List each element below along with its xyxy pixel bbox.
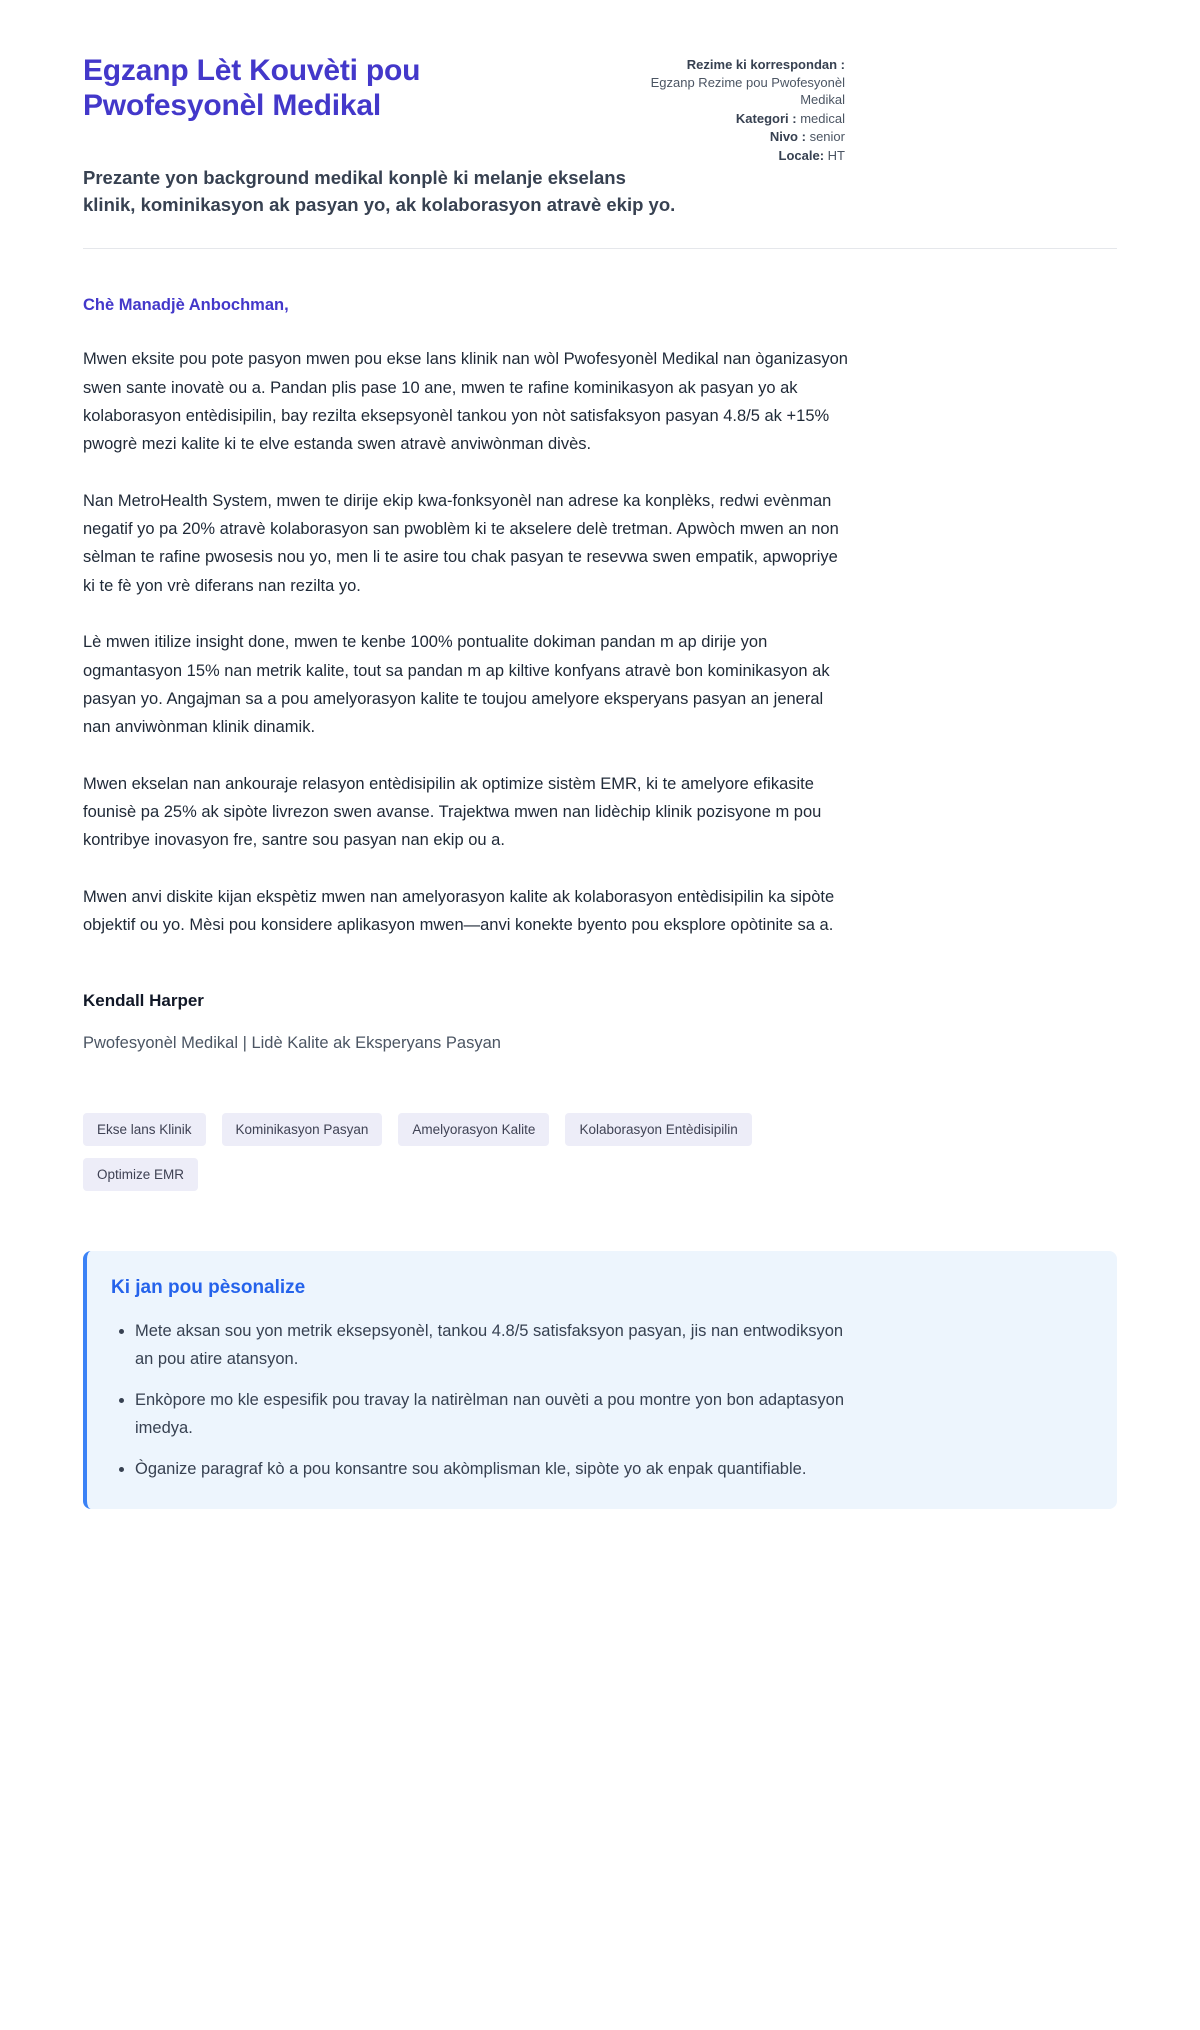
tag-emr-optimization: Optimize EMR (83, 1158, 198, 1191)
tag-interdisciplinary-collaboration: Kolaborasyon Entèdisipilin (565, 1113, 751, 1146)
letter-paragraph-2: Nan MetroHealth System, mwen te dirije ekip kwa-fonksyonèl nan adrese ka konplèks, redwi evènman negatif yo pa 20% atravè kolaborasyon san pwoblèm ki te akselere delè tretman. Apwòch mwen an non sèlman te rafine pwosesis nou yo, men li te asire tou chak pasyan te resevwa swen empatik, apwopriye ki te fè yon vrè diferans nan rezilta yo. (83, 491, 839, 595)
meta-level (650, 128, 845, 146)
header-main (83, 54, 650, 137)
letter-paragraph-3: Lè mwen itilize insight done, mwen te kenbe 100% pontualite dokiman pandan m ap dirije yon ogmantasyon 15% nan metrik kalite, tout sa pandan m ap kiltive konfyans atravè bon kominikasyon ak pasyan yo. Angajman sa a pou amelyorasyon kalite te toujou amelyore eksperyans pasyan an jeneral nan anviwònman klinik dinamik. (83, 633, 830, 737)
personalize-title: Ki jan pou pèsonalize (111, 1277, 306, 1299)
meta-category-label: Kategori : (735, 110, 797, 126)
meta-locale-label: Locale: (778, 147, 825, 163)
tag-patient-communication: Kominikasyon Pasyan (222, 1113, 383, 1146)
letter-paragraph-4: Mwen ekselan nan ankouraje relasyon entèdisipilin ak optimize sistèm EMR, ki te amelyore efikasite founisè pa 25% ak sipòte livrezon swen avanse. Trajektwa mwen nan lidèchip klinik pozisyone m pou kontribye inovasyon fre, santre sou pasyan nan ekip ou a. (83, 774, 822, 850)
personalize-list (111, 1317, 851, 1483)
meta-resume-label: Rezime ki korrespondan : (686, 57, 845, 72)
personalize-tip-1: • Mete aksan sou yon metrik eksepsyonèl, tankou 4.8/5 satisfaksyon pasyan, jis nan entwodiksyon an pou atire atansyon. (135, 1317, 851, 1373)
page-header (83, 54, 1117, 218)
signature-name: Kendall Harper (83, 990, 204, 1010)
personalize-tip-3: • Òganize paragraf kò a pou konsantre sou akòmplisman kle, sipòte yo ak enpak quantifiable. (135, 1455, 851, 1483)
personalize-tip-2: • Enkòpore mo kle espesifik pou travay la natirèlman nan ouvèti a pou montre yon bon adaptasyon imedya. (135, 1386, 851, 1442)
tag-clinical-excellence: Ekse lans Klinik (83, 1113, 206, 1146)
letter-paragraph-1: Mwen eksite pou pote pasyon mwen pou ekse lans klinik nan wòl Pwofesyonèl Medikal nan òganizasyon swen sante inovatè ou a. Pandan plis pase 10 ane, mwen te rafine kominikasyon ak pasyan yo ak kolaborasyon entèdisipilin, bay rezilta eksepsyonèl tankou yon nòt satisfaksyon pasyan 4.8/5 ak +15% pwogrè mezi kalite ki te elve estanda swen atravè anviwònman divès. (83, 350, 848, 454)
meta-level-label: Nivo : (769, 129, 806, 145)
page-title: Egzanp Lèt Kouvèti pou Pwofesyonèl Medikal (83, 54, 421, 122)
meta-category (650, 110, 845, 128)
letter-paragraph-5: Mwen anvi diskite kijan ekspètiz mwen nan amelyorasyon kalite ak kolaborasyon entèdisipilin ka sipòte objektif ou yo. Mèsi pou konsidere aplikasyon mwen—anvi konekte byento pou eksplore opòtinite sa a. (83, 887, 835, 935)
meta-category-value: medical (800, 110, 845, 126)
personalize-box (83, 1251, 1117, 1509)
cover-letter-page (83, 0, 1117, 2009)
meta-locale (650, 147, 845, 165)
tag-quality-improvement: Amelyorasyon Kalite (398, 1113, 549, 1146)
signature-title: Pwofesyonèl Medikal | Lidè Kalite ak Eksperyans Pasyan (83, 1033, 501, 1052)
letter-greeting: Chè Manadjè Anbochman, (83, 295, 289, 314)
meta-resume (650, 56, 845, 109)
meta-block (650, 54, 845, 165)
tag-list (83, 1113, 863, 1191)
meta-level-value: senior (809, 129, 845, 145)
header-divider (83, 248, 1117, 249)
meta-resume-value: Egzanp Rezime pou Pwofesyonèl Medikal (650, 74, 845, 108)
meta-locale-value: HT (827, 147, 845, 163)
letter-body (83, 291, 848, 1057)
page-subtitle: Prezante yon background medikal konplè ki melanje ekselans klinik, kominikasyon ak pasyan yo, ak kolaborasyon atravè ekip yo. (83, 167, 676, 215)
